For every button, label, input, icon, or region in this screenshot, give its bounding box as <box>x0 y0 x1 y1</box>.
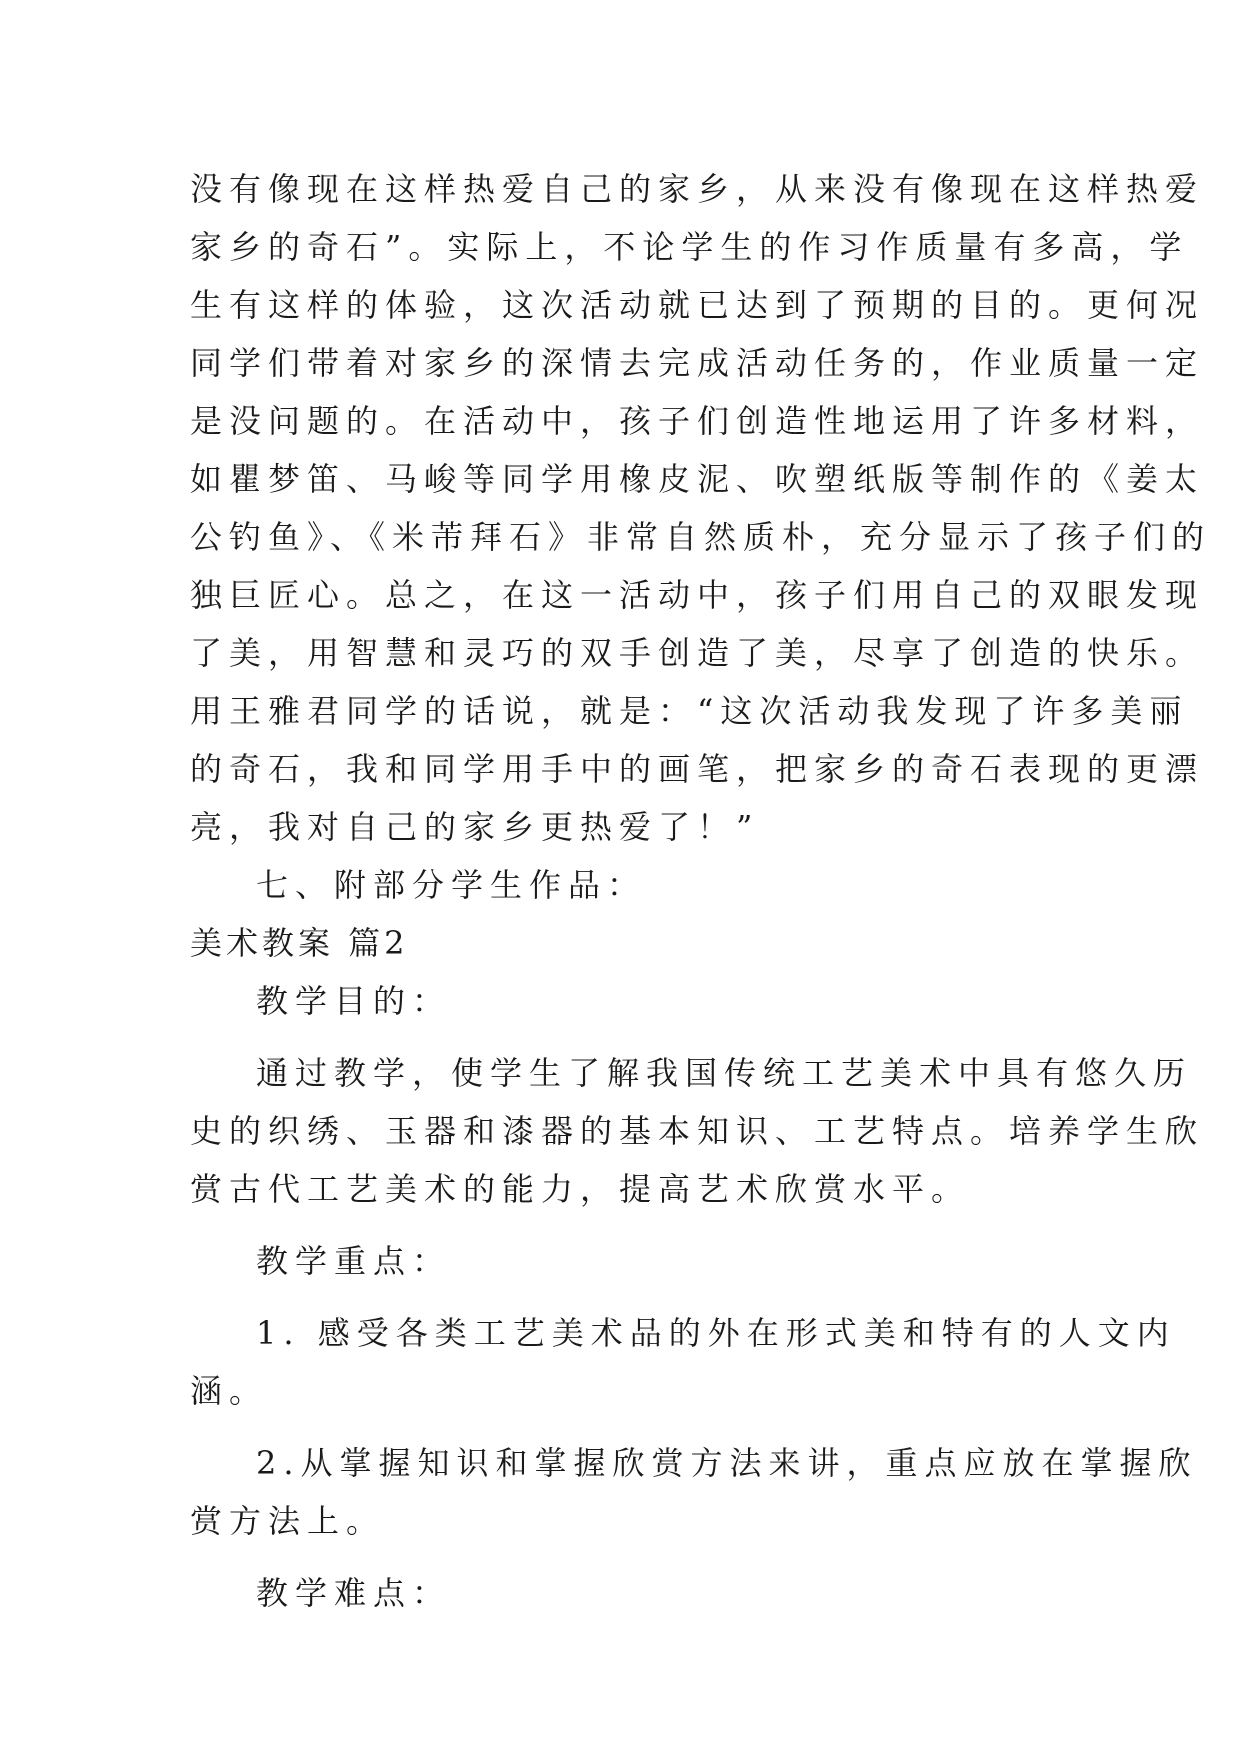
text-line: 如瞿梦笛、马峻等同学用橡皮泥、吹塑纸版等制作的《姜太 <box>190 460 1205 498</box>
section-heading: 美术教案 篇2 <box>190 924 409 962</box>
text-line: 公钓鱼》、《米芾拜石》非常自然质朴，充分显示了孩子们的 <box>190 518 1212 556</box>
text-line: 的奇石，我和同学用手中的画笔，把家乡的奇石表现的更漂 <box>190 750 1205 788</box>
text-line: 2.从掌握知识和掌握欣赏方法来讲，重点应放在掌握欣 <box>256 1444 1198 1482</box>
text-line: 用王雅君同学的话说，就是：“这次活动我发现了许多美丽 <box>190 692 1189 730</box>
document-page <box>190 160 1212 1622</box>
text-line: 独巨匠心。总之，在这一活动中，孩子们用自己的双眼发现 <box>190 576 1205 614</box>
goal-title: 教学目的： <box>256 982 452 1020</box>
paragraph-key-point-2 <box>190 1434 1198 1550</box>
text-line: 亮，我对自己的家乡更热爱了！” <box>190 808 760 846</box>
paragraph-activity-summary <box>190 160 1212 856</box>
paragraph-key-point-1 <box>190 1304 1176 1420</box>
text-line: 史的织绣、玉器和漆器的基本知识、工艺特点。培养学生欣 <box>190 1112 1205 1150</box>
key-points-title: 教学重点： <box>256 1242 452 1280</box>
paragraph-goal <box>190 1044 1205 1218</box>
text-line: 了美，用智慧和灵巧的双手创造了美，尽享了创造的快乐。 <box>190 634 1205 672</box>
text-line: 同学们带着对家乡的深情去完成活动任务的，作业质量一定 <box>190 344 1205 382</box>
difficulty-title: 教学难点： <box>256 1574 452 1612</box>
text-line: 家乡的奇石”。实际上，不论学生的作习作质量有多高，学 <box>190 228 1189 266</box>
text-line: 赏方法上。 <box>190 1502 386 1540</box>
text-line: 涵。 <box>190 1372 269 1410</box>
text-line: 是没问题的。在活动中，孩子们创造性地运用了许多材料， <box>190 402 1205 440</box>
text-line: 1. 感受各类工艺美术品的外在形式美和特有的人文内 <box>256 1314 1176 1352</box>
text-line: 赏古代工艺美术的能力，提高艺术欣赏水平。 <box>190 1170 971 1208</box>
text-line: 生有这样的体验，这次活动就已达到了预期的目的。更何况 <box>190 286 1205 324</box>
text-line: 没有像现在这样热爱自己的家乡，从来没有像现在这样热爱 <box>190 170 1205 208</box>
text-line: 通过教学，使学生了解我国传统工艺美术中具有悠久历 <box>256 1054 1193 1092</box>
attachment-note: 七、附部分学生作品： <box>256 866 647 904</box>
